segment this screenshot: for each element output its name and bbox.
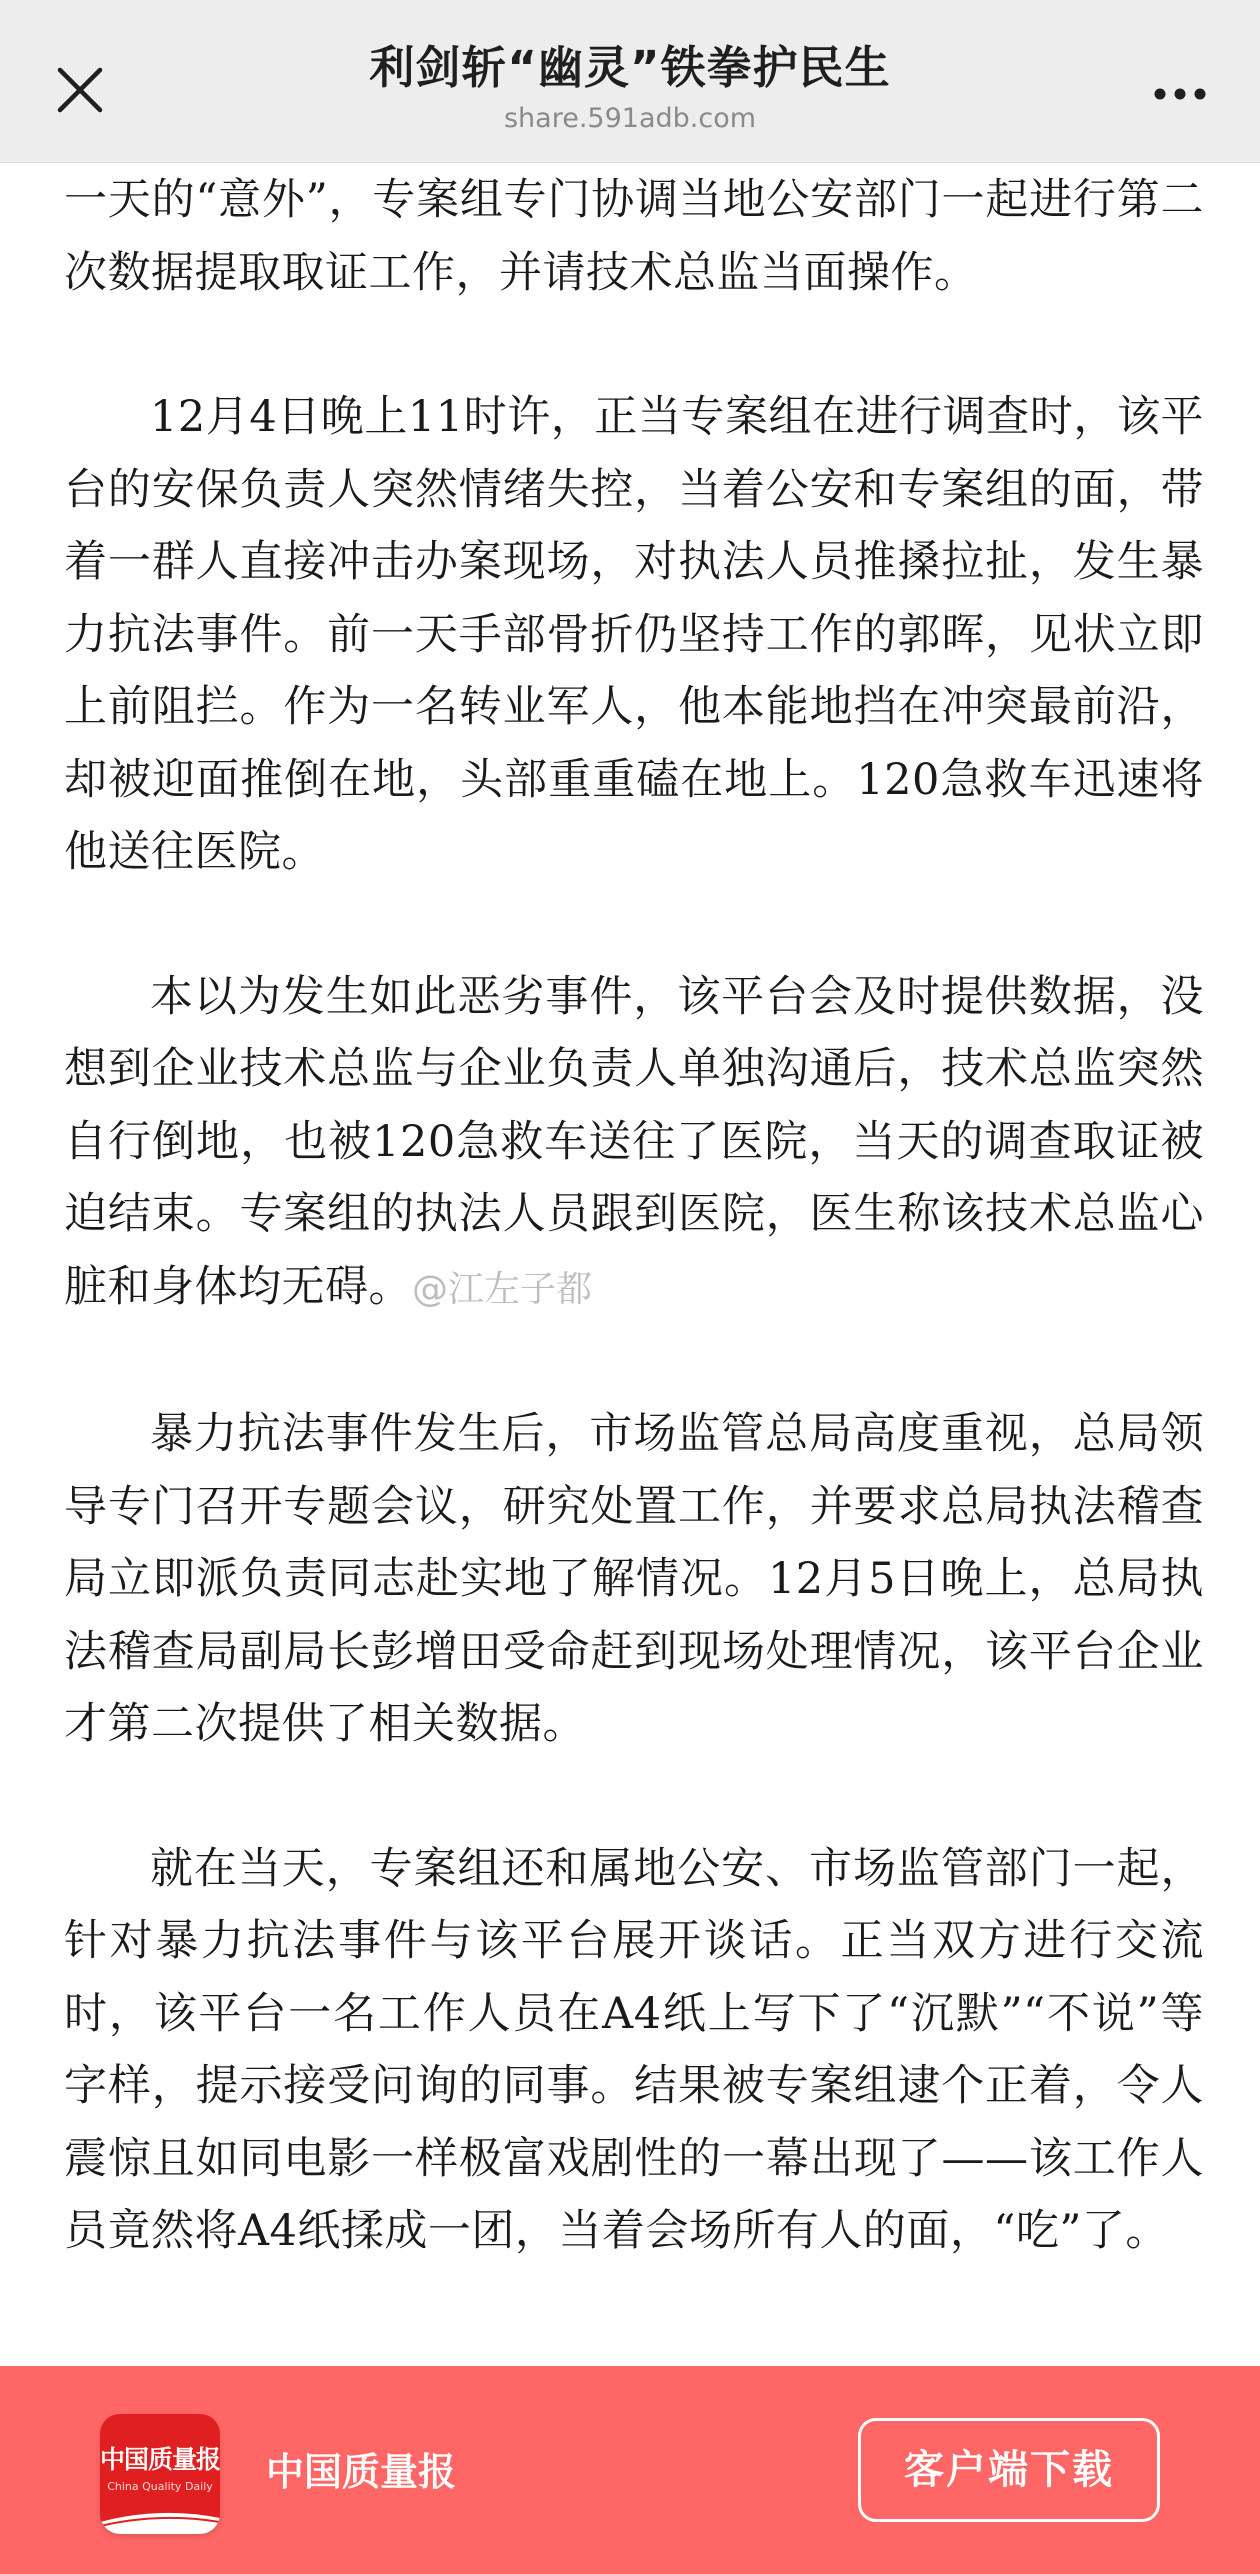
download-app-button[interactable]: 客户端下载 (858, 2418, 1160, 2522)
app-download-banner (0, 2366, 1260, 2574)
close-icon[interactable] (52, 62, 108, 118)
logo-subtext: China Quality Daily (107, 2480, 213, 2493)
title-block (200, 38, 1060, 138)
more-horizontal-icon[interactable] (1148, 74, 1212, 114)
logo-text: 中国质量报 (100, 2445, 220, 2474)
logo-swoosh-icon (100, 2504, 220, 2534)
article-body (64, 164, 1204, 2268)
page-title: 利剑斩“幽灵”铁拳护民生 (369, 41, 891, 94)
page-domain: share.591adb.com (503, 103, 757, 134)
top-navigation-bar (0, 0, 1260, 163)
app-logo[interactable] (100, 2414, 220, 2534)
article-paragraph: 就在当天，专案组还和属地公安、市场监管部门一起，针对暴力抗法事件与该平台展开谈话。正当双方进行交流时，该平台一名工作人员在A4纸上写下了“沉默”“不说”等字样，提示接受问询的同事。结果被专案组逮个正着，令人震惊且如同电影一样极富戏剧性的一幕出现了——该工作人员竟然将A4纸揉成一团，当着会场所有人的面，“吃”了。 (64, 1843, 1204, 2256)
article-paragraph: 一天的“意外”，专案组专门协调当地公安部门一起进行第二次数据提取取证工作，并请技术总监当面操作。 (64, 175, 1204, 298)
app-name: 中国质量报 (266, 2450, 457, 2494)
weibo-watermark: @江左子都 (412, 1268, 593, 1310)
article-paragraph-text: 本以为发生如此恶劣事件，该平台会及时提供数据，没想到企业技术总监与企业负责人单独沟通后，技术总监突然自行倒地，也被120急救车送往了医院，当天的调查取证被迫结束。专案组的执法人员跟到医院，医生称该技术总监心脏和身体均无碍。 (64, 971, 1204, 1312)
article-paragraph (64, 961, 1204, 1327)
article-paragraph: 暴力抗法事件发生后，市场监管总局高度重视，总局领导专门召开专题会议，研究处置工作，并要求总局执法稽查局立即派负责同志赴实地了解情况。12月5日晚上，总局执法稽查局副局长彭增田受命赶到现场处理情况，该平台企业才第二次提供了相关数据。 (64, 1409, 1204, 1749)
article-paragraph: 12月4日晚上11时许，正当专案组在进行调查时，该平台的安保负责人突然情绪失控，当着公安和专案组的面，带着一群人直接冲击办案现场，对执法人员推搡拉扯，发生暴力抗法事件。前一天手部骨折仍坚持工作的郭晖，见状立即上前阻拦。作为一名转业军人，他本能地挡在冲突最前沿，却被迎面推倒在地，头部重重磕在地上。120急救车迅速将他送往医院。 (64, 392, 1204, 877)
